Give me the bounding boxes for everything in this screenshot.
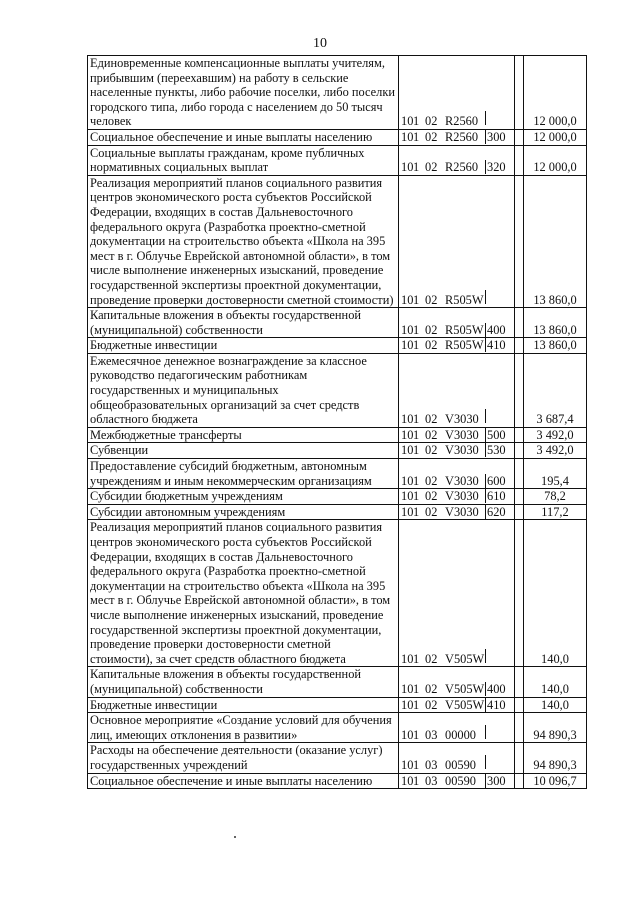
target-item-code: 00000 bbox=[445, 727, 476, 742]
subprogram-code: 02 bbox=[425, 504, 438, 519]
expense-name-cell: Бюджетные инвестиции bbox=[88, 697, 399, 713]
section-code: 10 bbox=[401, 114, 414, 129]
table-row bbox=[88, 427, 587, 443]
amount-cell: 140,0 bbox=[524, 667, 587, 697]
amount-cell: 13 860,0 bbox=[524, 175, 587, 307]
expense-type-code: 400 bbox=[485, 682, 509, 696]
program-code: 1 bbox=[413, 727, 420, 742]
subprogram-code: 02 bbox=[425, 681, 438, 696]
table-row bbox=[88, 504, 587, 520]
program-code: 1 bbox=[413, 129, 420, 144]
expense-type-code bbox=[485, 409, 509, 423]
classification-code-cell bbox=[399, 773, 515, 789]
classification-code-cell bbox=[399, 667, 515, 697]
program-code: 1 bbox=[413, 773, 420, 788]
classification-code-cell bbox=[399, 308, 515, 338]
section-code: 10 bbox=[401, 412, 414, 427]
table-row bbox=[88, 489, 587, 505]
target-item-code: R2560 bbox=[445, 129, 479, 144]
budget-table bbox=[87, 55, 587, 789]
classification-code-cell bbox=[399, 489, 515, 505]
table-row bbox=[88, 443, 587, 459]
program-code: 1 bbox=[413, 160, 420, 175]
spacer-cell bbox=[515, 443, 524, 459]
spacer-cell bbox=[515, 773, 524, 789]
expense-name-cell: Капитальные вложения в объекты государственной (муниципальной) собственности bbox=[88, 667, 399, 697]
spacer-cell bbox=[515, 56, 524, 130]
table-row bbox=[88, 520, 587, 667]
spacer-cell bbox=[515, 145, 524, 175]
subprogram-code: 02 bbox=[425, 292, 438, 307]
expense-type-code: 530 bbox=[485, 443, 509, 457]
amount-cell: 94 890,3 bbox=[524, 713, 587, 743]
classification-code-cell bbox=[399, 427, 515, 443]
section-code: 10 bbox=[401, 504, 414, 519]
subprogram-code: 02 bbox=[425, 160, 438, 175]
section-code: 10 bbox=[401, 338, 414, 353]
target-item-code: V3030 bbox=[445, 489, 479, 504]
classification-code-cell bbox=[399, 353, 515, 427]
expense-type-code: 400 bbox=[485, 323, 509, 337]
classification-code-cell bbox=[399, 129, 515, 145]
program-code: 1 bbox=[413, 338, 420, 353]
amount-cell: 195,4 bbox=[524, 459, 587, 489]
classification-code-cell bbox=[399, 443, 515, 459]
subprogram-code: 03 bbox=[425, 757, 438, 772]
classification-code-cell bbox=[399, 175, 515, 307]
subprogram-code: 02 bbox=[425, 697, 438, 712]
target-item-code: R2560 bbox=[445, 160, 479, 175]
expense-name-cell: Субвенции bbox=[88, 443, 399, 459]
section-code: 10 bbox=[401, 427, 414, 442]
expense-type-code bbox=[485, 290, 509, 304]
amount-cell: 10 096,7 bbox=[524, 773, 587, 789]
section-code: 10 bbox=[401, 160, 414, 175]
program-code: 1 bbox=[413, 292, 420, 307]
amount-cell: 3 492,0 bbox=[524, 427, 587, 443]
table-row bbox=[88, 56, 587, 130]
expense-type-code: 410 bbox=[485, 698, 509, 712]
amount-cell: 12 000,0 bbox=[524, 145, 587, 175]
spacer-cell bbox=[515, 743, 524, 773]
program-code: 1 bbox=[413, 412, 420, 427]
expense-name-cell: Субсидии автономным учреждениям bbox=[88, 504, 399, 520]
table-row bbox=[88, 145, 587, 175]
program-code: 1 bbox=[413, 114, 420, 129]
classification-code-cell bbox=[399, 504, 515, 520]
target-item-code: V3030 bbox=[445, 412, 479, 427]
subprogram-code: 03 bbox=[425, 773, 438, 788]
spacer-cell bbox=[515, 667, 524, 697]
amount-cell: 13 860,0 bbox=[524, 338, 587, 354]
target-item-code: V3030 bbox=[445, 504, 479, 519]
table-row bbox=[88, 743, 587, 773]
expense-type-code bbox=[485, 725, 509, 739]
section-code: 10 bbox=[401, 473, 414, 488]
program-code: 1 bbox=[413, 504, 420, 519]
target-item-code: V505W bbox=[445, 697, 485, 712]
subprogram-code: 02 bbox=[425, 338, 438, 353]
target-item-code: R505W bbox=[445, 322, 484, 337]
classification-code-cell bbox=[399, 697, 515, 713]
section-code: 10 bbox=[401, 697, 414, 712]
amount-cell: 94 890,3 bbox=[524, 743, 587, 773]
target-item-code: V3030 bbox=[445, 473, 479, 488]
spacer-cell bbox=[515, 713, 524, 743]
subprogram-code: 02 bbox=[425, 443, 438, 458]
subprogram-code: 03 bbox=[425, 727, 438, 742]
amount-cell: 3 687,4 bbox=[524, 353, 587, 427]
table-row bbox=[88, 353, 587, 427]
amount-cell: 140,0 bbox=[524, 520, 587, 667]
expense-name-cell: Единовременные компенсационные выплаты учителям, прибывшим (переехавшим) на работу в сельские населенные пункты, либо рабочие поселки, либо поселки городского типа, либо города с населением до 50 тысяч человек bbox=[88, 56, 399, 130]
spacer-cell bbox=[515, 427, 524, 443]
expense-type-code bbox=[485, 649, 509, 663]
spacer-cell bbox=[515, 338, 524, 354]
program-code: 1 bbox=[413, 757, 420, 772]
target-item-code: V505W bbox=[445, 681, 485, 696]
table-row bbox=[88, 459, 587, 489]
target-item-code: R2560 bbox=[445, 114, 479, 129]
expense-name-cell: Субсидии бюджетным учреждениям bbox=[88, 489, 399, 505]
program-code: 1 bbox=[413, 651, 420, 666]
classification-code-cell bbox=[399, 145, 515, 175]
table-row bbox=[88, 175, 587, 307]
expense-type-code: 610 bbox=[485, 489, 509, 503]
amount-cell: 13 860,0 bbox=[524, 308, 587, 338]
expense-name-cell: Межбюджетные трансферты bbox=[88, 427, 399, 443]
subprogram-code: 02 bbox=[425, 489, 438, 504]
program-code: 1 bbox=[413, 697, 420, 712]
amount-cell: 3 492,0 bbox=[524, 443, 587, 459]
program-code: 1 bbox=[413, 322, 420, 337]
spacer-cell bbox=[515, 308, 524, 338]
amount-cell: 78,2 bbox=[524, 489, 587, 505]
amount-cell: 140,0 bbox=[524, 697, 587, 713]
section-code: 10 bbox=[401, 292, 414, 307]
program-code: 1 bbox=[413, 443, 420, 458]
spacer-cell bbox=[515, 489, 524, 505]
section-code: 10 bbox=[401, 727, 414, 742]
classification-code-cell bbox=[399, 56, 515, 130]
expense-name-cell: Реализация мероприятий планов социального развития центров экономического роста субъектов Российской Федерации, входящих в состав Дальневосточного федерального округа (Разработка проектно-сметной документации на строительство объекта «Школа на 395 мест в г. Облучье Еврейской автономной области», в том числе выполнение инженерных изысканий, проведение государственной экспертизы проектной документации, проведение проверки достоверности сметной стоимости) bbox=[88, 175, 399, 307]
target-item-code: R505W bbox=[445, 338, 484, 353]
table-row bbox=[88, 713, 587, 743]
target-item-code: V505W bbox=[445, 651, 485, 666]
spacer-cell bbox=[515, 129, 524, 145]
expense-type-code: 620 bbox=[485, 505, 509, 519]
scan-mark bbox=[234, 836, 236, 838]
program-code: 1 bbox=[413, 473, 420, 488]
spacer-cell bbox=[515, 175, 524, 307]
table-row bbox=[88, 338, 587, 354]
amount-cell: 12 000,0 bbox=[524, 129, 587, 145]
page-number: 10 bbox=[313, 36, 327, 51]
expense-name-cell: Социальное обеспечение и иные выплаты населению bbox=[88, 773, 399, 789]
table-row bbox=[88, 667, 587, 697]
classification-code-cell bbox=[399, 459, 515, 489]
expense-name-cell: Капитальные вложения в объекты государственной (муниципальной) собственности bbox=[88, 308, 399, 338]
table-row bbox=[88, 697, 587, 713]
expense-name-cell: Расходы на обеспечение деятельности (оказание услуг) государственных учреждений bbox=[88, 743, 399, 773]
expense-type-code bbox=[485, 111, 509, 125]
spacer-cell bbox=[515, 697, 524, 713]
expense-name-cell: Реализация мероприятий планов социального развития центров экономического роста субъектов Российской Федерации, входящих в состав Дальневосточного федерального округа (Разработка проектно-сметной документации на строительство объекта «Школа на 395 мест в г. Облучье Еврейской автономной области», в том числе выполнение инженерных изысканий, проведение государственной экспертизы проектной документации, проведение проверки достоверности сметной стоимости), за счет средств областного бюджета bbox=[88, 520, 399, 667]
table-row bbox=[88, 773, 587, 789]
target-item-code: R505W bbox=[445, 292, 484, 307]
target-item-code: V3030 bbox=[445, 427, 479, 442]
section-code: 10 bbox=[401, 129, 414, 144]
expense-type-code: 410 bbox=[485, 338, 509, 352]
target-item-code: 00590 bbox=[445, 757, 476, 772]
expense-name-cell: Ежемесячное денежное вознаграждение за классное руководство педагогическим работникам государственных и муниципальных общеобразовательных организаций за счет средств областного бюджета bbox=[88, 353, 399, 427]
section-code: 10 bbox=[401, 322, 414, 337]
expense-type-code: 320 bbox=[485, 160, 509, 174]
expense-type-code: 600 bbox=[485, 474, 509, 488]
program-code: 1 bbox=[413, 427, 420, 442]
spacer-cell bbox=[515, 520, 524, 667]
program-code: 1 bbox=[413, 489, 420, 504]
subprogram-code: 02 bbox=[425, 651, 438, 666]
classification-code-cell bbox=[399, 713, 515, 743]
expense-name-cell: Основное мероприятие «Создание условий для обучения лиц, имеющих отклонения в развитии» bbox=[88, 713, 399, 743]
target-item-code: 00590 bbox=[445, 773, 476, 788]
subprogram-code: 02 bbox=[425, 412, 438, 427]
classification-code-cell bbox=[399, 743, 515, 773]
spacer-cell bbox=[515, 459, 524, 489]
expense-name-cell: Социальное обеспечение и иные выплаты населению bbox=[88, 129, 399, 145]
section-code: 10 bbox=[401, 681, 414, 696]
amount-cell: 117,2 bbox=[524, 504, 587, 520]
expense-name-cell: Бюджетные инвестиции bbox=[88, 338, 399, 354]
expense-type-code: 500 bbox=[485, 428, 509, 442]
subprogram-code: 02 bbox=[425, 322, 438, 337]
section-code: 10 bbox=[401, 443, 414, 458]
target-item-code: V3030 bbox=[445, 443, 479, 458]
spacer-cell bbox=[515, 504, 524, 520]
program-code: 1 bbox=[413, 681, 420, 696]
section-code: 10 bbox=[401, 757, 414, 772]
expense-type-code: 300 bbox=[485, 130, 509, 144]
table-row bbox=[88, 129, 587, 145]
expense-type-code bbox=[485, 755, 509, 769]
amount-cell: 12 000,0 bbox=[524, 56, 587, 130]
classification-code-cell bbox=[399, 338, 515, 354]
classification-code-cell bbox=[399, 520, 515, 667]
table-row bbox=[88, 308, 587, 338]
subprogram-code: 02 bbox=[425, 129, 438, 144]
section-code: 10 bbox=[401, 773, 414, 788]
subprogram-code: 02 bbox=[425, 114, 438, 129]
expense-name-cell: Социальные выплаты гражданам, кроме публичных нормативных социальных выплат bbox=[88, 145, 399, 175]
section-code: 10 bbox=[401, 489, 414, 504]
expense-type-code: 300 bbox=[485, 774, 509, 788]
expense-name-cell: Предоставление субсидий бюджетным, автономным учреждениям и иным некоммерческим организациям bbox=[88, 459, 399, 489]
section-code: 10 bbox=[401, 651, 414, 666]
subprogram-code: 02 bbox=[425, 473, 438, 488]
subprogram-code: 02 bbox=[425, 427, 438, 442]
spacer-cell bbox=[515, 353, 524, 427]
